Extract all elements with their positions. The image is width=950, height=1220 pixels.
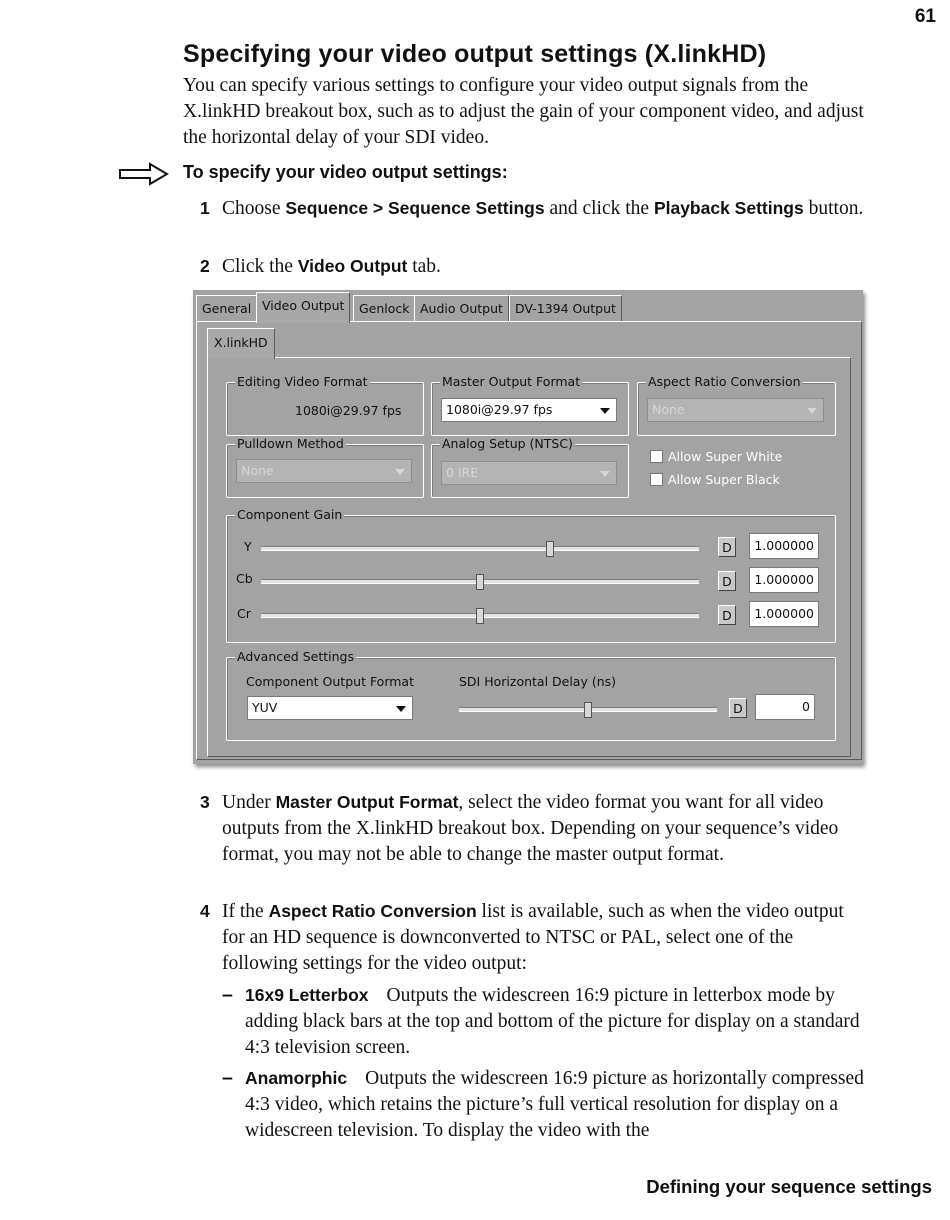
footer-section-title: Defining your sequence settings bbox=[646, 1176, 932, 1197]
step-1 bbox=[200, 195, 870, 222]
component-output-format-dropdown[interactable] bbox=[247, 696, 413, 720]
component-output-format-label: Component Output Format bbox=[246, 674, 414, 689]
allow-super-white-checkbox[interactable] bbox=[650, 449, 782, 464]
gain-cb-default-button[interactable]: D bbox=[718, 571, 736, 591]
gain-cb-field[interactable]: 1.000000 bbox=[749, 567, 819, 593]
sdi-horizontal-delay-field[interactable]: 0 bbox=[755, 694, 815, 720]
dropdown-value: None bbox=[652, 402, 685, 417]
component-gain-group bbox=[226, 507, 836, 643]
gain-cr-label: Cr bbox=[237, 606, 251, 621]
slider-thumb[interactable] bbox=[546, 541, 554, 557]
checkbox-box[interactable] bbox=[650, 473, 663, 486]
step-bold-term: Master Output Format bbox=[275, 792, 459, 812]
gain-y-field[interactable]: 1.000000 bbox=[749, 533, 819, 559]
group-label: Analog Setup (NTSC) bbox=[442, 436, 573, 451]
sdi-horizontal-delay-label: SDI Horizontal Delay (ns) bbox=[459, 674, 617, 689]
step-bold-term: Video Output bbox=[297, 256, 408, 276]
page-number: 61 bbox=[914, 6, 936, 27]
tab-audio-output[interactable]: Audio Output bbox=[414, 295, 509, 321]
chevron-down-icon bbox=[600, 408, 610, 414]
aspect-ratio-conversion-group bbox=[637, 374, 836, 436]
tab-video-output[interactable]: Video Output bbox=[256, 292, 350, 323]
dropdown-value: 0 IRE bbox=[446, 465, 479, 480]
checkbox-box[interactable] bbox=[650, 450, 663, 463]
group-label: Component Gain bbox=[237, 507, 343, 522]
master-output-format-dropdown[interactable] bbox=[441, 398, 617, 422]
master-output-format-group bbox=[431, 374, 629, 436]
checkbox-label: Allow Super White bbox=[668, 449, 783, 464]
step-text: Click the bbox=[222, 256, 298, 277]
step-text: , select the video format you want for all video outputs from the X.linkHD breakout box. Depending on your sequence’s video format, you may not be able to change the master output format. bbox=[222, 792, 839, 865]
gain-y-slider[interactable] bbox=[261, 546, 699, 551]
checkbox-label: Allow Super Black bbox=[668, 472, 780, 487]
chevron-down-icon bbox=[600, 471, 610, 477]
slider-thumb[interactable] bbox=[476, 608, 484, 624]
tab-genlock[interactable]: Genlock bbox=[353, 295, 416, 321]
step-text: Under bbox=[222, 792, 276, 813]
dropdown-value: YUV bbox=[252, 700, 278, 715]
aspect-ratio-conversion-dropdown[interactable] bbox=[647, 398, 824, 422]
dropdown-value: None bbox=[241, 463, 274, 478]
option-term: Anamorphic bbox=[245, 1068, 348, 1088]
list-dash: – bbox=[222, 984, 233, 1006]
step-bold-term: Sequence > Sequence Settings bbox=[285, 198, 545, 218]
analog-setup-dropdown[interactable] bbox=[441, 461, 617, 485]
chevron-down-icon bbox=[396, 706, 406, 712]
chevron-down-icon bbox=[807, 408, 817, 414]
option-description: Outputs the widescreen 16:9 picture in letterbox mode by adding black bars at the top and bottom of the picture for display on a standard 4:3 television screen. bbox=[245, 985, 860, 1058]
tab-general[interactable]: General bbox=[196, 295, 257, 321]
step-number: 4 bbox=[200, 901, 210, 921]
option-description: Outputs the widescreen 16:9 picture as horizontally compressed 4:3 video, which retains the picture’s full vertical resolution for display on a widescreen television. To display the video with the bbox=[245, 1068, 864, 1141]
step-2 bbox=[200, 253, 870, 280]
step-bold-term: Playback Settings bbox=[653, 198, 804, 218]
section-heading: Specifying your video output settings (X.linkHD) bbox=[183, 40, 767, 68]
group-label: Advanced Settings bbox=[237, 649, 354, 664]
group-label: Master Output Format bbox=[442, 374, 581, 389]
editing-video-format-group bbox=[226, 374, 424, 436]
chevron-down-icon bbox=[395, 469, 405, 475]
gain-cb-slider[interactable] bbox=[261, 579, 699, 584]
gain-cr-default-button[interactable]: D bbox=[718, 605, 736, 625]
gain-y-default-button[interactable]: D bbox=[718, 537, 736, 557]
list-dash: – bbox=[222, 1067, 233, 1089]
procedure-arrow-icon bbox=[118, 162, 170, 186]
step-number: 1 bbox=[200, 198, 210, 218]
group-label: Aspect Ratio Conversion bbox=[648, 374, 801, 389]
pulldown-method-group bbox=[226, 436, 424, 498]
advanced-settings-group bbox=[226, 649, 836, 741]
pulldown-method-dropdown[interactable] bbox=[236, 459, 412, 483]
step-text: Choose bbox=[222, 198, 286, 219]
procedure-heading: To specify your video output settings: bbox=[183, 162, 508, 182]
intro-paragraph: You can specify various settings to configure your video output signals from the X.linkHD breakout box, such as to adjust the gain of your component video, and adjust the horizontal delay of your SDI video. bbox=[183, 75, 864, 148]
step-number: 2 bbox=[200, 256, 210, 276]
group-label: Pulldown Method bbox=[237, 436, 344, 451]
analog-setup-group bbox=[431, 436, 629, 498]
sdi-default-button[interactable]: D bbox=[729, 698, 747, 718]
option-anamorphic bbox=[222, 1065, 872, 1144]
gain-cr-slider[interactable] bbox=[261, 613, 699, 618]
option-16x9-letterbox bbox=[222, 982, 872, 1061]
gain-cr-field[interactable]: 1.000000 bbox=[749, 601, 819, 627]
step-text: tab. bbox=[407, 256, 441, 277]
group-label: Editing Video Format bbox=[237, 374, 368, 389]
step-text: list is available, such as when the video output for an HD sequence is downconverted to NTSC or PAL, select one of the following settings for the video output: bbox=[222, 901, 844, 974]
step-text: and click the bbox=[544, 198, 654, 219]
playback-settings-dialog bbox=[193, 290, 863, 764]
step-text: button. bbox=[803, 198, 864, 219]
step-text: If the bbox=[222, 901, 269, 922]
step-4 bbox=[200, 898, 870, 977]
step-bold-term: Aspect Ratio Conversion bbox=[268, 901, 477, 921]
option-term: 16x9 Letterbox bbox=[245, 985, 369, 1005]
step-3 bbox=[200, 789, 870, 868]
subtab-xlinkhd[interactable]: X.linkHD bbox=[207, 328, 275, 359]
step-number: 3 bbox=[200, 792, 210, 812]
sdi-horizontal-delay-slider[interactable] bbox=[459, 707, 717, 712]
dropdown-value: 1080i@29.97 fps bbox=[446, 402, 553, 417]
slider-thumb[interactable] bbox=[584, 702, 592, 718]
editing-video-format-value: 1080i@29.97 fps bbox=[295, 403, 402, 418]
slider-thumb[interactable] bbox=[476, 574, 484, 590]
allow-super-black-checkbox[interactable] bbox=[650, 472, 780, 487]
tab-dv-1394-output[interactable]: DV-1394 Output bbox=[509, 295, 622, 321]
gain-cb-label: Cb bbox=[236, 571, 253, 586]
gain-y-label: Y bbox=[244, 539, 252, 554]
